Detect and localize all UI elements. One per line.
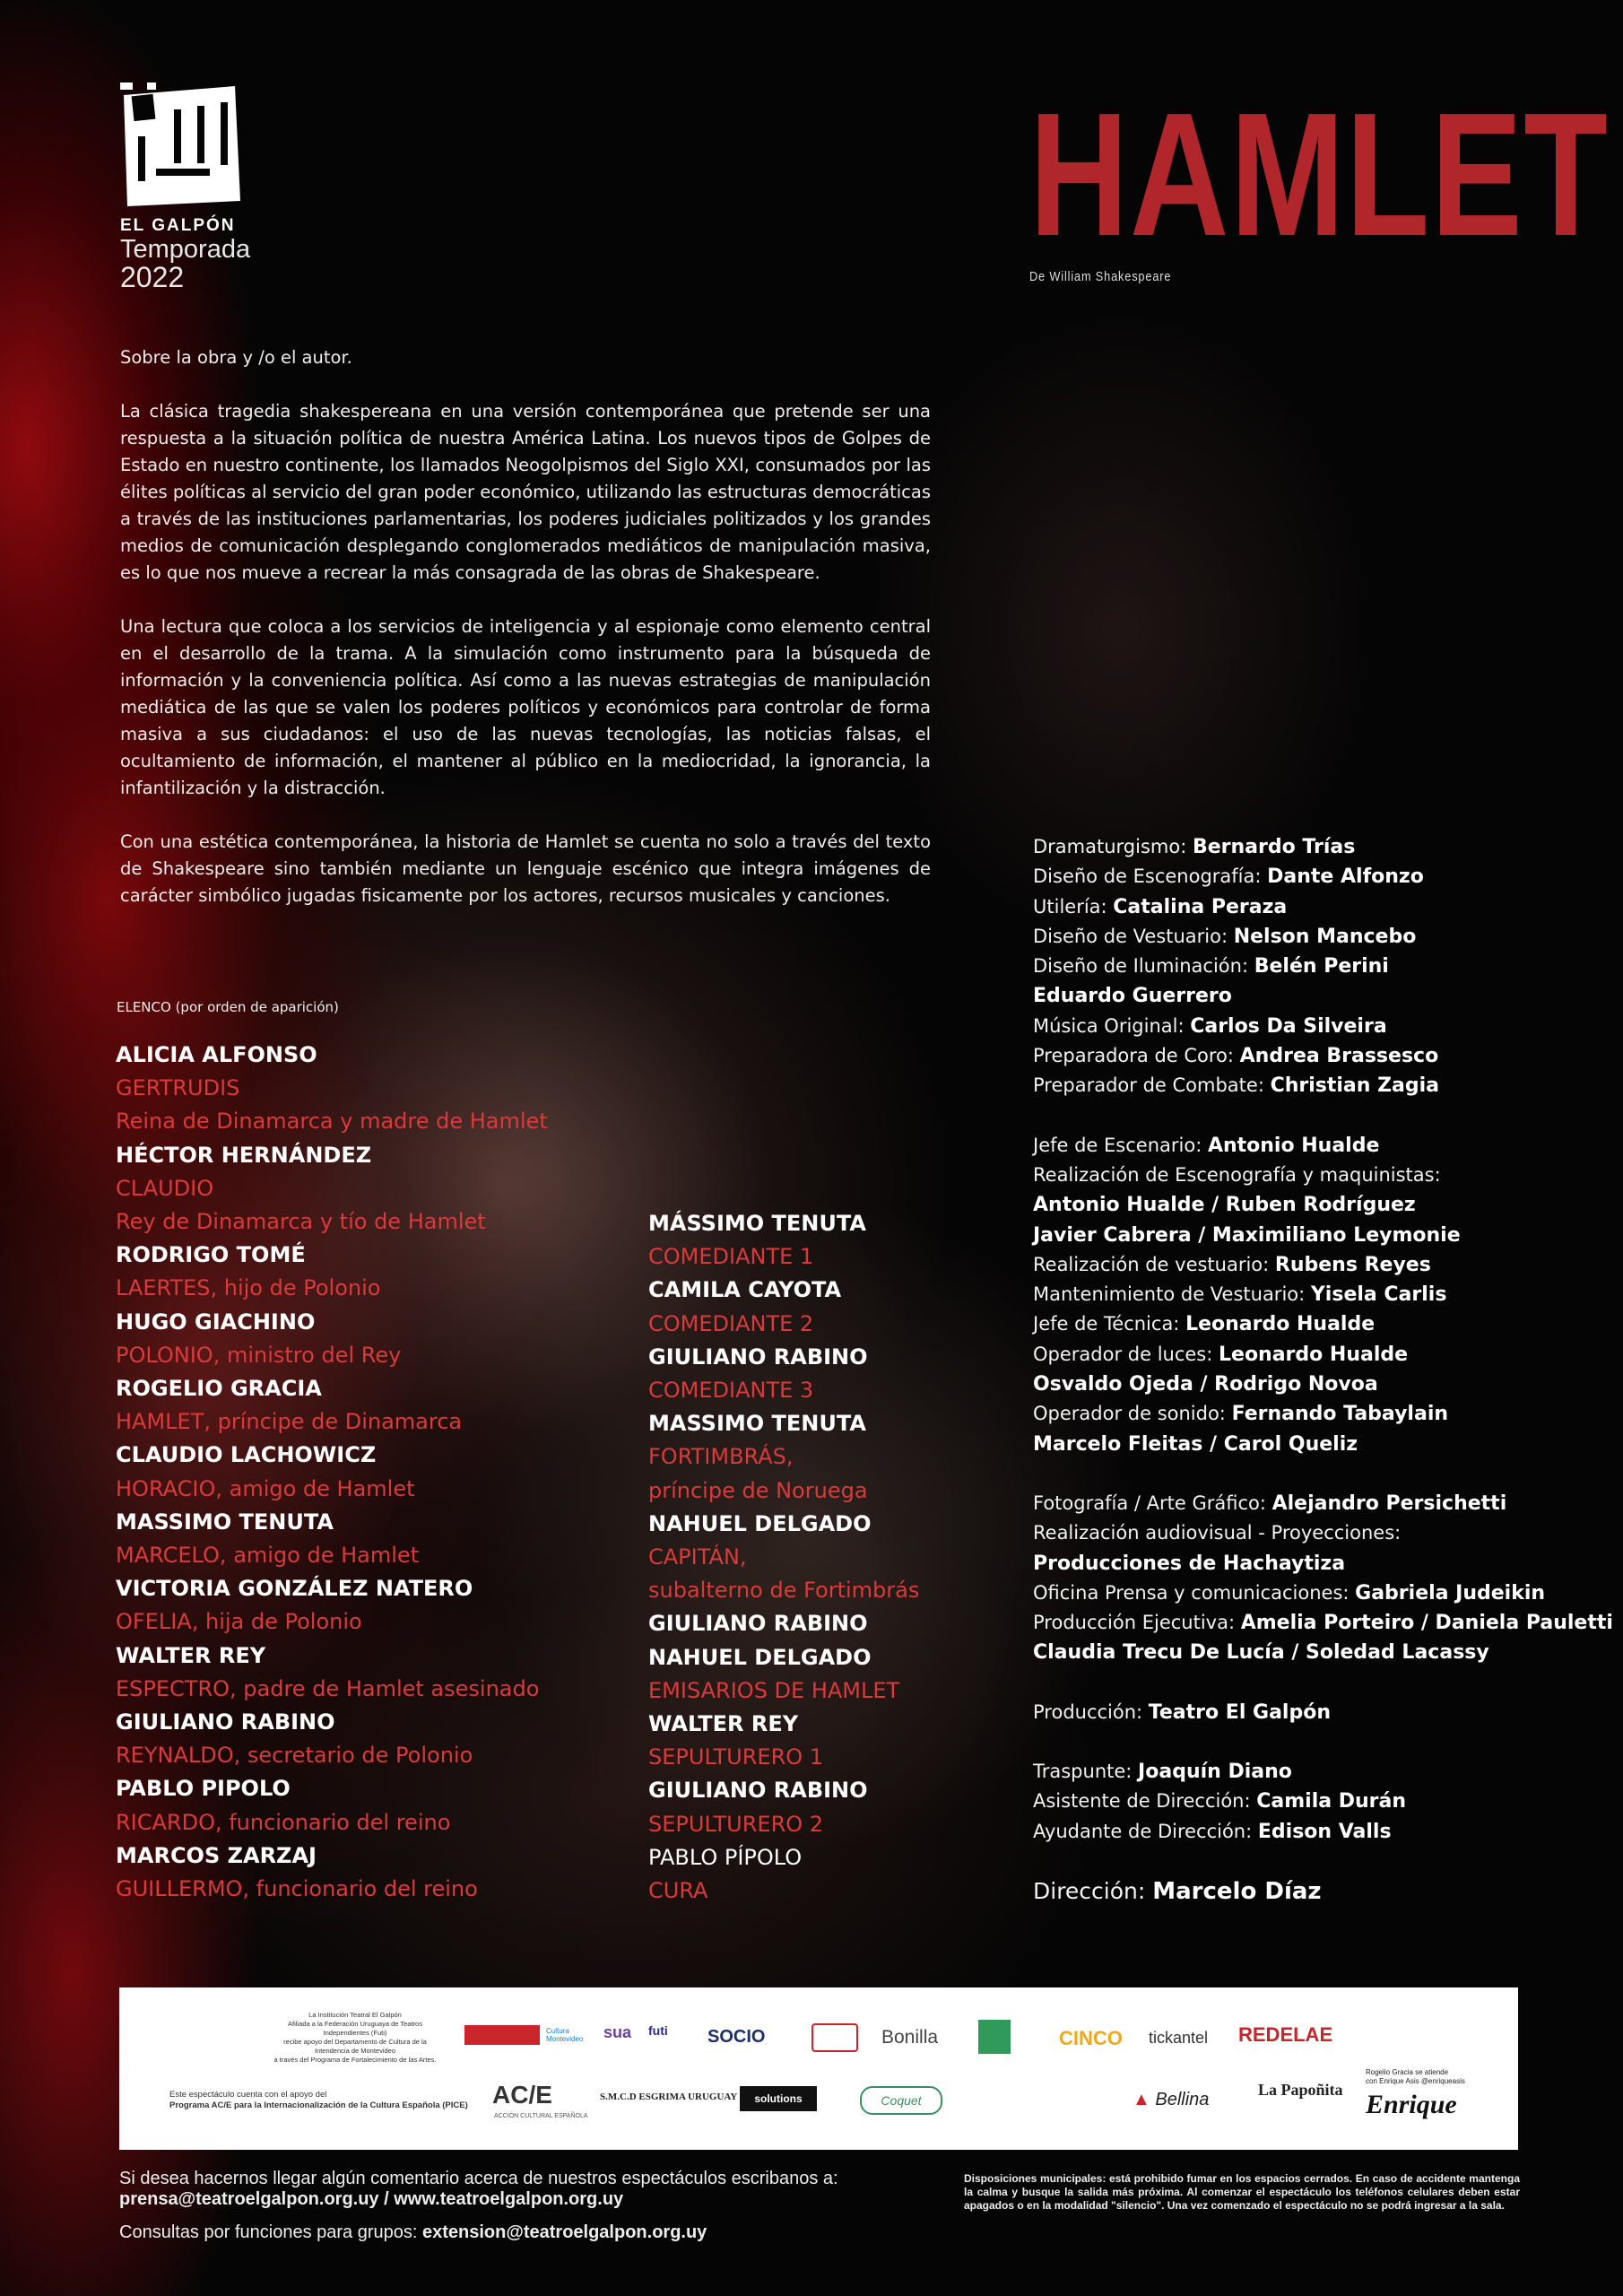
credit-name: Alejandro Persichetti [1271,1492,1507,1515]
cast-role: GERTRUDIS [116,1075,240,1101]
cast-actor: VICTORIA GONZÁLEZ NATERO [116,1576,473,1602]
credit-row [1033,1430,1616,1459]
credit-row [1033,981,1616,1011]
credit-name: Amelia Porteiro / Daniela Pauletti [1240,1612,1613,1635]
cast-role: príncipe de Noruega [648,1477,868,1503]
footer-email-link[interactable]: prensa@teatroelgalpon.org.uy / www.teatroelgalpon.org.uy [119,2189,624,2209]
ace-subtitle: ACCIÓN CULTURAL ESPAÑOLA [494,2113,588,2119]
credit-role: Realización de Escenografía y maquinistas: [1033,1163,1441,1186]
credit-role: Jefe de Técnica: [1033,1313,1186,1335]
credit-role: Oficina Prensa y comunicaciones: [1033,1581,1356,1604]
credit-name: Marcelo Fleitas / Carol Queliz [1033,1432,1358,1456]
credit-name: Christian Zagia [1270,1074,1440,1098]
credit-row [1033,1817,1616,1847]
credit-name: Andrea Brassesco [1239,1045,1439,1068]
cast-role: FORTIMBRÁS, [648,1444,794,1470]
cinco-logo: CINCO [1059,2027,1123,2049]
credit-role: Realización audiovisual - Proyecciones: [1033,1522,1402,1544]
credit-name: Belén Perini [1254,955,1389,978]
credits-spacer [1033,1668,1616,1698]
im-logo [464,2025,540,2045]
cast-role: REYNALDO, secretario de Polonio [116,1743,473,1769]
credit-row [1033,1190,1616,1220]
credit-row [1033,1370,1616,1399]
credit-row [1033,1876,1616,1907]
cast-role: HAMLET, príncipe de Dinamarca [116,1409,463,1435]
tickantel-logo: tickantel [1149,2029,1209,2047]
credit-name: Carlos Da Silveira [1190,1014,1387,1038]
credit-name: Rubens Reyes [1274,1253,1431,1276]
cast-actor: ROGELIO GRACIA [116,1376,322,1402]
footer-contact [119,2169,926,2243]
credit-role: Jefe de Escenario: [1033,1134,1208,1156]
logo-name: EL GALPÓN [120,216,236,235]
sua-logo: sua [603,2023,632,2041]
bellina-logo: ▲ Bellina [1133,2090,1210,2109]
credit-name: Eduardo Guerrero [1033,985,1232,1008]
credit-role: Preparadora de Coro: [1033,1045,1240,1067]
about-paragraph: Con una estética contemporánea, la historia de Hamlet se cuenta no solo a través del texto de Shakespeare sino también mediante un lenguaje escénico que integra imágenes de carácter simbólico jugadas fisicamente por los actores, recursos musicales y canciones. [120,831,931,906]
futi-logo: futi [648,2023,668,2038]
credit-role: Diseño de Iluminación: [1033,955,1254,978]
cast-actor: WALTER REY [116,1642,266,1668]
el-galpon-logo [120,83,251,293]
credit-name: Yisela Carlis [1310,1283,1447,1307]
credits-list [1033,832,1616,1907]
theatre-emblem-icon [812,2023,858,2052]
credit-role: Producción: [1033,1700,1149,1723]
credit-role: Asistente de Dirección: [1033,1790,1257,1813]
credit-role: Diseño de Escenografía: [1033,865,1268,888]
credit-name: Camila Durán [1256,1790,1407,1813]
credit-row [1033,1340,1616,1370]
credit-row [1033,1221,1616,1250]
cast-role: EMISARIOS DE HAMLET [648,1677,900,1703]
cast-role: Rey de Dinamarca y tío de Hamlet [116,1209,486,1235]
footer-groups-line: Consultas por funciones para grupos: extension@teatroelgalpon.org.uy [119,2222,707,2242]
credit-row [1033,1578,1616,1608]
credit-row [1033,1161,1616,1190]
credit-row [1033,1787,1616,1816]
credit-row [1033,922,1616,952]
cast-role: Reina de Dinamarca y madre de Hamlet [116,1109,548,1135]
credit-role: Traspunte: [1033,1761,1139,1783]
cast-label: ELENCO (por orden de aparición) [117,999,339,1015]
credit-name: Bernardo Trías [1192,836,1356,858]
credit-name: Nelson Mancebo [1233,925,1417,948]
credit-row [1033,862,1616,891]
credit-role: Operador de luces: [1033,1343,1219,1365]
cast-role: COMEDIANTE 1 [648,1244,814,1270]
credit-row [1033,1518,1616,1548]
credit-role: Fotografía / Arte Gráfico: [1033,1492,1272,1514]
cast-actor: GIULIANO RABINO [648,1778,868,1804]
cast-actor: CAMILA CAYOTA [648,1277,842,1303]
cast-actor: MASSIMO TENUTA [648,1411,866,1437]
credit-name: Joaquín Diano [1138,1761,1292,1784]
credit-name: Fernando Tabaylain [1231,1403,1449,1426]
cast-role: HORACIO, amigo de Hamlet [116,1475,415,1501]
coquet-logo: Coquet [860,2086,942,2115]
credit-role: Utilería: [1033,895,1114,918]
cast-actor: WALTER REY [648,1711,799,1737]
cast-actor: NAHUEL DELGADO [648,1644,872,1670]
credit-name: Osvaldo Ojeda / Rodrigo Novoa [1033,1373,1378,1396]
cast-actor: PABLO PIPOLO [116,1776,291,1802]
credit-name: Marcelo Díaz [1152,1877,1322,1905]
about-heading: Sobre la obra y /o el autor. [120,347,352,368]
credit-role: Ayudante de Dirección: [1033,1820,1258,1842]
enrique-note: Rogelio Gracia se atiende con Enrique Asis @enriqueasis [1366,2068,1465,2085]
cast-actor: GIULIANO RABINO [116,1709,335,1735]
socio-logo: SOCIO [707,2027,766,2047]
play-author: De William Shakespeare [1029,269,1172,284]
cast-actor: CLAUDIO LACHOWICZ [116,1442,377,1468]
logo-season: Temporada [120,235,251,264]
credits-spacer [1033,1727,1616,1757]
papoñita-logo: La Papoñita [1258,2081,1343,2099]
credit-name: Leonardo Hualde [1185,1313,1376,1336]
cast-role: RICARDO, funcionario del reino [116,1809,451,1835]
footer-comment-line: Si desea hacernos llegar algún comentario acerca de nuestros espectáculos escribanos a: [119,2169,838,2188]
cast-actor: MASSIMO TENUTA [116,1509,334,1535]
theatre-building-icon [120,83,240,206]
credit-row [1033,1549,1616,1578]
cast-role: POLONIO, ministro del Rey [116,1342,402,1368]
credit-role: Operador de sonido: [1033,1403,1232,1425]
cast-actor: HUGO GIACHINO [116,1309,316,1335]
cast-role: SEPULTURERO 1 [648,1744,824,1770]
about-paragraph: Una lectura que coloca a los servicios de inteligencia y al espionaje como elemento central en el desarrollo de la trama. A la simulación como instrumento para la búsqueda de información y la conveniencia política. Así como a las nuevas estrategias de manipulación mediática de las que se valen los poderes políticos y económicos para controlar de forma masiva a sus ciudadanos: el uso de las nuevas tecnologías, las noticias falsas, el ocultamiento de información, el mantener al público en la mediocridad, la ignorancia, la infantilización y la distracción. [120,616,931,798]
credit-role: Preparador de Combate: [1033,1074,1271,1097]
credit-role: Realización de vestuario: [1033,1253,1275,1275]
credit-row [1033,1608,1616,1638]
credit-name: Edison Valls [1257,1820,1392,1843]
cast-role: OFELIA, hija de Polonio [116,1609,362,1635]
municipal-disclaimer: Disposiciones municipales: está prohibido fumar en los espacios cerrados. En caso de accidente mantenga la calma y busque la salida más próxima. Al comenzar el espectáculo los teléfonos celulares deben estar apagados o en la modalidad "silencio". Una vez comenzado el espectáculo no se podrá ingresar a la sala. [964,2172,1520,2212]
credits-spacer [1033,1847,1616,1876]
institution-note: La Institución Teatral El Galpón Afiliada a la Federación Uruguaya de Teatros Independientes (Futi) recibe apoyo del Departamento de Cultura de la Intendencia de Montevideo a través del Programa de Fortalecimiento de las Artes. [273,2011,437,2064]
solutions-logo: solutions [740,2086,817,2111]
cast-role: LAERTES, hijo de Polonio [116,1275,381,1301]
credit-role: Diseño de Vestuario: [1033,925,1234,947]
credit-name: Leonardo Hualde [1219,1343,1409,1366]
cast-actor: MÁSSIMO TENUTA [648,1211,866,1236]
footer-groups-email[interactable]: extension@teatroelgalpon.org.uy [421,2222,707,2242]
esgrima-logo: S.M.C.D ESGRIMA URUGUAY [600,2092,738,2102]
green-block-logo [978,2020,1011,2054]
ace-logo: AC/E [492,2081,552,2109]
cast-role: COMEDIANTE 2 [648,1310,814,1336]
credit-row [1033,1280,1616,1309]
cast-role: GUILLERMO, funcionario del reino [116,1876,478,1902]
credit-row [1033,1399,1616,1429]
redelae-logo: REDELAE [1238,2023,1333,2046]
credit-row [1033,1041,1616,1071]
credit-name: Teatro El Galpón [1148,1700,1331,1724]
credit-row [1033,1071,1616,1100]
credit-row [1033,1757,1616,1787]
credit-row [1033,1012,1616,1041]
cast-role: ESPECTRO, padre de Hamlet asesinado [116,1675,540,1701]
credit-row [1033,1250,1616,1280]
credit-role: Dramaturgismo: [1033,836,1193,857]
cast-role: CLAUDIO [116,1175,214,1201]
cast-actor: RODRIGO TOMÉ [116,1242,306,1268]
credit-name: Gabriela Judeikin [1355,1581,1546,1605]
logo-year: 2022 [120,261,185,293]
cast-actor: HÉCTOR HERNÁNDEZ [116,1142,372,1168]
credit-role: Producción Ejecutiva: [1033,1612,1241,1634]
play-title-block [1029,76,1610,284]
cast-role: CURA [648,1878,708,1904]
cast-role: CAPITÁN, [648,1544,747,1570]
cast-actor: GIULIANO RABINO [648,1344,868,1370]
credit-row [1033,1638,1616,1667]
credit-row [1033,1309,1616,1339]
credit-name: Javier Cabrera / Maximiliano Leymonie [1033,1223,1461,1247]
credit-row [1033,892,1616,922]
credit-row [1033,952,1616,981]
credit-name: Dante Alfonzo [1267,865,1424,889]
credit-role: Mantenimiento de Vestuario: [1033,1283,1311,1306]
bonilla-logo: Bonilla [881,2027,939,2048]
cultura-montevideo-logo: Cultura Montevideo [546,2027,584,2043]
credits-spacer [1033,1101,1616,1131]
cast-list-left [116,1039,618,1906]
credit-name: Producciones de Hachaytiza [1033,1552,1346,1575]
credit-role: Dirección: [1033,1877,1153,1904]
credit-row [1033,1698,1616,1727]
credit-name: Claudia Trecu De Lucía / Soledad Lacassy [1033,1641,1489,1665]
cast-role: MARCELO, amigo de Hamlet [116,1543,420,1569]
cast-role: COMEDIANTE 3 [648,1378,814,1404]
credit-row [1033,832,1616,862]
ace-note: Este espectáculo cuenta con el apoyo del Programa AC/E para la Internacionalización de la Cultura Española (PICE) [169,2090,468,2110]
credit-role: Música Original: [1033,1014,1191,1037]
cast-actor: ALICIA ALFONSO [116,1042,317,1067]
credit-name: Catalina Peraza [1113,895,1288,918]
cast-role: SEPULTURERO 2 [648,1811,824,1837]
cast-role: subalterno de Fortimbrás [648,1578,920,1604]
credit-name: Antonio Hualde / Ruben Rodríguez [1033,1194,1416,1217]
sponsors-band [119,1987,1518,2150]
credit-row [1033,1489,1616,1518]
about-section [120,344,931,936]
credit-row [1033,1131,1616,1161]
play-title: HAMLET [1029,76,1610,273]
cast-actor: PABLO PÍPOLO [648,1844,803,1870]
enrique-logo: Enrique [1366,2090,1457,2119]
cast-actor: GIULIANO RABINO [648,1611,868,1637]
about-paragraph: La clásica tragedia shakespereana en una versión contemporánea que pretende ser una respuesta a la situación política de nuestra América Latina. Los nuevos tipos de Golpes de Estado en nuestro continente, los llamados Neogolpismos del Siglo XXI, consumados por las élites políticas al servicio del gran poder económico, utilizando las estructuras democráticas a través de las instituciones parlamentarias, los poderes judiciales politizados y los grandes medios de comunicación desplegando conglomerados mediáticos de manipulación masiva, es lo que nos mueve a recrear la más consagrada de las obras de Shakespeare. [120,401,931,583]
credit-name: Antonio Hualde [1207,1134,1380,1157]
cast-actor: NAHUEL DELGADO [648,1510,872,1536]
credits-spacer [1033,1459,1616,1489]
cast-actor: MARCOS ZARZAJ [116,1842,317,1868]
